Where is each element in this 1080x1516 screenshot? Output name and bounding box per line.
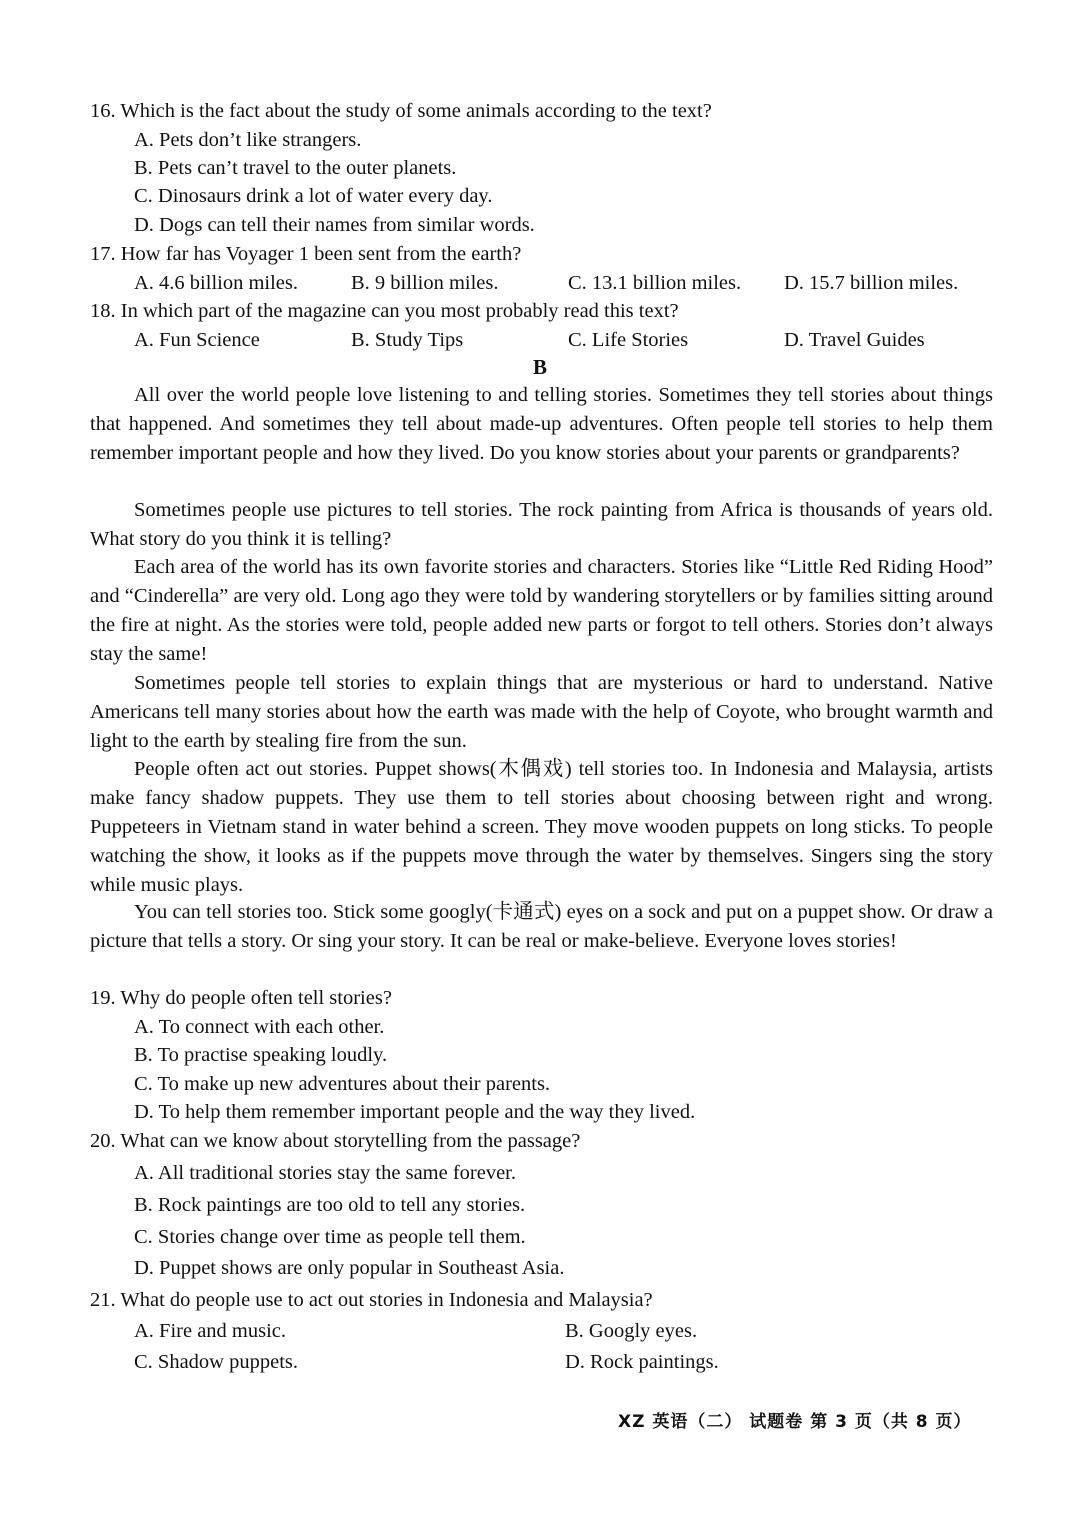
passage-paragraph-4: Sometimes people tell stories to explain things that are mysterious or hard to understand. Native Americans tell many stories about how the earth was made with the help of Coyote, who brought warmth and light to the earth by stealing fire from the sun. bbox=[90, 672, 993, 752]
question-19-stem: 19. Why do people often tell stories? bbox=[90, 987, 392, 1009]
section-heading: B bbox=[532, 355, 547, 379]
question-18-stem: 18. In which part of the magazine can you most probably read this text? bbox=[90, 300, 679, 322]
passage-paragraph-6: You can tell stories too. Stick some googly(卡通式) eyes on a sock and put on a puppet show. Or draw a picture that tells a story. Or sing your story. It can be real or make-believe. Everyone loves stories! bbox=[90, 901, 993, 952]
question-17-option-b: B. 9 billion miles. bbox=[351, 272, 499, 294]
question-21-option-d: D. Rock paintings. bbox=[565, 1351, 719, 1373]
question-16-option-b: B. Pets can’t travel to the outer planets. bbox=[134, 157, 457, 179]
passage-paragraph-3: Each area of the world has its own favorite stories and characters. Stories like “Little Red Riding Hood” and “Cinderella” are very old. Long ago they were told by wandering storytellers or by families sitting around the fire at night. As the stories were told, people added new parts or forgot to tell others. Stories don’t always stay the same! bbox=[90, 556, 993, 665]
question-17-option-d: D. 15.7 billion miles. bbox=[784, 272, 959, 294]
question-18-option-c: C. Life Stories bbox=[568, 329, 689, 351]
question-19-option-b: B. To practise speaking loudly. bbox=[134, 1044, 388, 1066]
question-16-option-c: C. Dinosaurs drink a lot of water every day. bbox=[134, 185, 493, 207]
question-18-option-a: A. Fun Science bbox=[134, 329, 260, 351]
passage-paragraph-2: Sometimes people use pictures to tell stories. The rock painting from Africa is thousands of years old. What story do you think it is telling? bbox=[90, 499, 993, 550]
question-18-option-b: B. Study Tips bbox=[351, 329, 464, 351]
question-17-option-a: A. 4.6 billion miles. bbox=[134, 272, 298, 294]
question-19-option-c: C. To make up new adventures about their parents. bbox=[134, 1073, 551, 1095]
question-16-option-d: D. Dogs can tell their names from similar words. bbox=[134, 214, 535, 236]
passage-paragraph-5: People often act out stories. Puppet shows(木偶戏) tell stories too. In Indonesia and Malaysia, artists make fancy shadow puppets. They use them to tell stories about choosing between right and wrong. Puppeteers in Vietnam stand in water behind a screen. They move wooden puppets on long sticks. To people watching the show, it looks as if the puppets move through the water by themselves. Singers sing the story while music plays. bbox=[90, 758, 993, 896]
page-footer: XZ 英语（二） 试题卷 第 3 页（共 8 页） bbox=[618, 1412, 972, 1432]
question-20-option-d: D. Puppet shows are only popular in Southeast Asia. bbox=[134, 1257, 565, 1279]
question-21-option-c: C. Shadow puppets. bbox=[134, 1351, 298, 1373]
question-16-stem: 16. Which is the fact about the study of some animals according to the text? bbox=[90, 100, 712, 122]
question-20-stem: 20. What can we know about storytelling from the passage? bbox=[90, 1130, 581, 1152]
question-20-option-b: B. Rock paintings are too old to tell any stories. bbox=[134, 1194, 526, 1216]
question-19-option-a: A. To connect with each other. bbox=[134, 1016, 385, 1038]
question-20-option-c: C. Stories change over time as people tell them. bbox=[134, 1226, 526, 1248]
question-17-option-c: C. 13.1 billion miles. bbox=[568, 272, 742, 294]
passage-paragraph-1: All over the world people love listening to and telling stories. Sometimes they tell stories about things that happened. And sometimes they tell about made-up adventures. Often people tell stories to help them remember important people and how they lived. Do you know stories about your parents or grandparents? bbox=[90, 384, 993, 464]
question-20-option-a: A. All traditional stories stay the same forever. bbox=[134, 1162, 517, 1184]
question-21-stem: 21. What do people use to act out stories in Indonesia and Malaysia? bbox=[90, 1289, 653, 1311]
question-19-option-d: D. To help them remember important people and the way they lived. bbox=[134, 1101, 696, 1123]
question-18-option-d: D. Travel Guides bbox=[784, 329, 925, 351]
question-16-option-a: A. Pets don’t like strangers. bbox=[134, 129, 362, 151]
question-21-option-b: B. Googly eyes. bbox=[565, 1320, 698, 1342]
question-21-option-a: A. Fire and music. bbox=[134, 1320, 287, 1342]
question-17-stem: 17. How far has Voyager 1 been sent from the earth? bbox=[90, 243, 522, 265]
